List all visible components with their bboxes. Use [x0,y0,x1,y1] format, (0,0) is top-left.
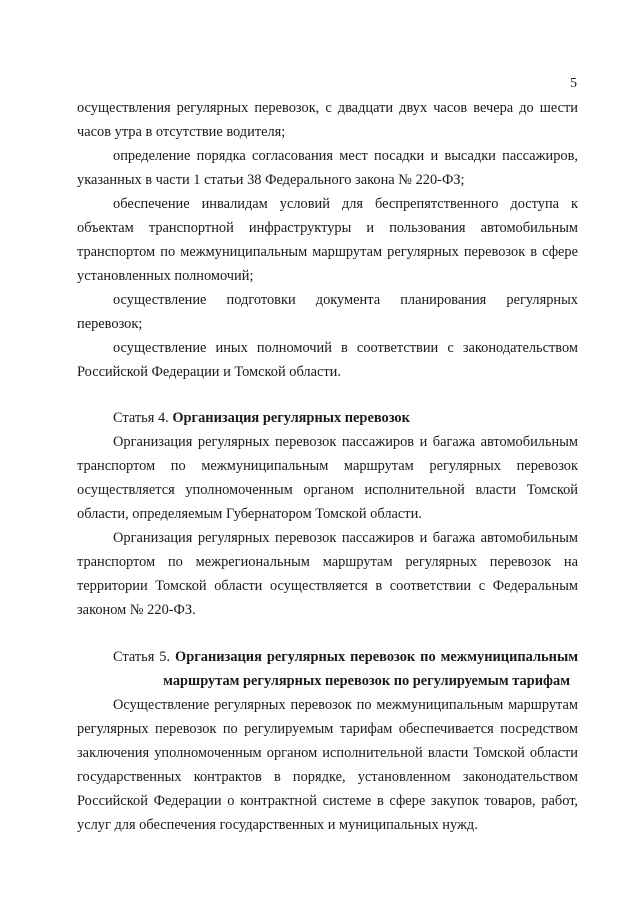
paragraph-continuation: осуществления регулярных перевозок, с двадцати двух часов вечера до шести часов утра в отсутствие водителя; [77,100,578,140]
paragraph-planning-document: осуществление подготовки документа планирования регулярных перевозок; [77,292,578,332]
paragraph-other-powers: осуществление иных полномочий в соответствии с законодательством Российской Федерации и Томской области. [77,340,578,380]
article-5-paragraph: Осуществление регулярных перевозок по межмуниципальным маршрутам регулярных перевозок по регулируемым тарифам обеспечивается посредством заключения уполномоченным органом исполнительной власти Томской области государственных контрактов в порядке, установленном законодательством Российской Федерации о контрактной системе в сфере закупок товаров, работ, услуг для обеспечения государственных и муниципальных нужд. [77,697,578,833]
article-5-number: Статья 5. [113,649,171,665]
article-4-title: Организация регулярных перевозок [172,410,410,426]
article-4-heading [77,406,578,430]
page-number: 5 [570,76,577,91]
article-4-number: Статья 4. [113,410,169,426]
paragraph-accessibility: обеспечение инвалидам условий для беспрепятственного доступа к объектам транспортной инфраструктуры и пользования автомобильным транспортом по межмуниципальным маршрутам регулярных перевозок в сфере установленных полномочий; [77,196,578,284]
article-4-paragraph: Организация регулярных перевозок пассажиров и багажа автомобильным транспортом по межмуниципальным маршрутам регулярных перевозок осуществляется уполномоченным органом исполнительной власти Томской области, определяемым Губернатором Томской области. [77,434,578,522]
paragraph-stops-coordination: определение порядка согласования мест посадки и высадки пассажиров, указанных в части 1 статьи 38 Федерального закона № 220-ФЗ; [77,148,578,188]
document-body [77,96,578,837]
article-4-paragraph: Организация регулярных перевозок пассажиров и багажа автомобильным транспортом по межрегиональным маршрутам регулярных перевозок на территории Томской области осуществляется в соответствии с Федеральным законом № 220-ФЗ. [77,530,578,618]
article-5-title-line1: Организация регулярных перевозок по межмуниципальным [175,649,578,665]
article-5-heading [77,645,578,693]
article-5-title-line2: маршрутам регулярных перевозок по регулируемым тарифам [163,673,570,689]
